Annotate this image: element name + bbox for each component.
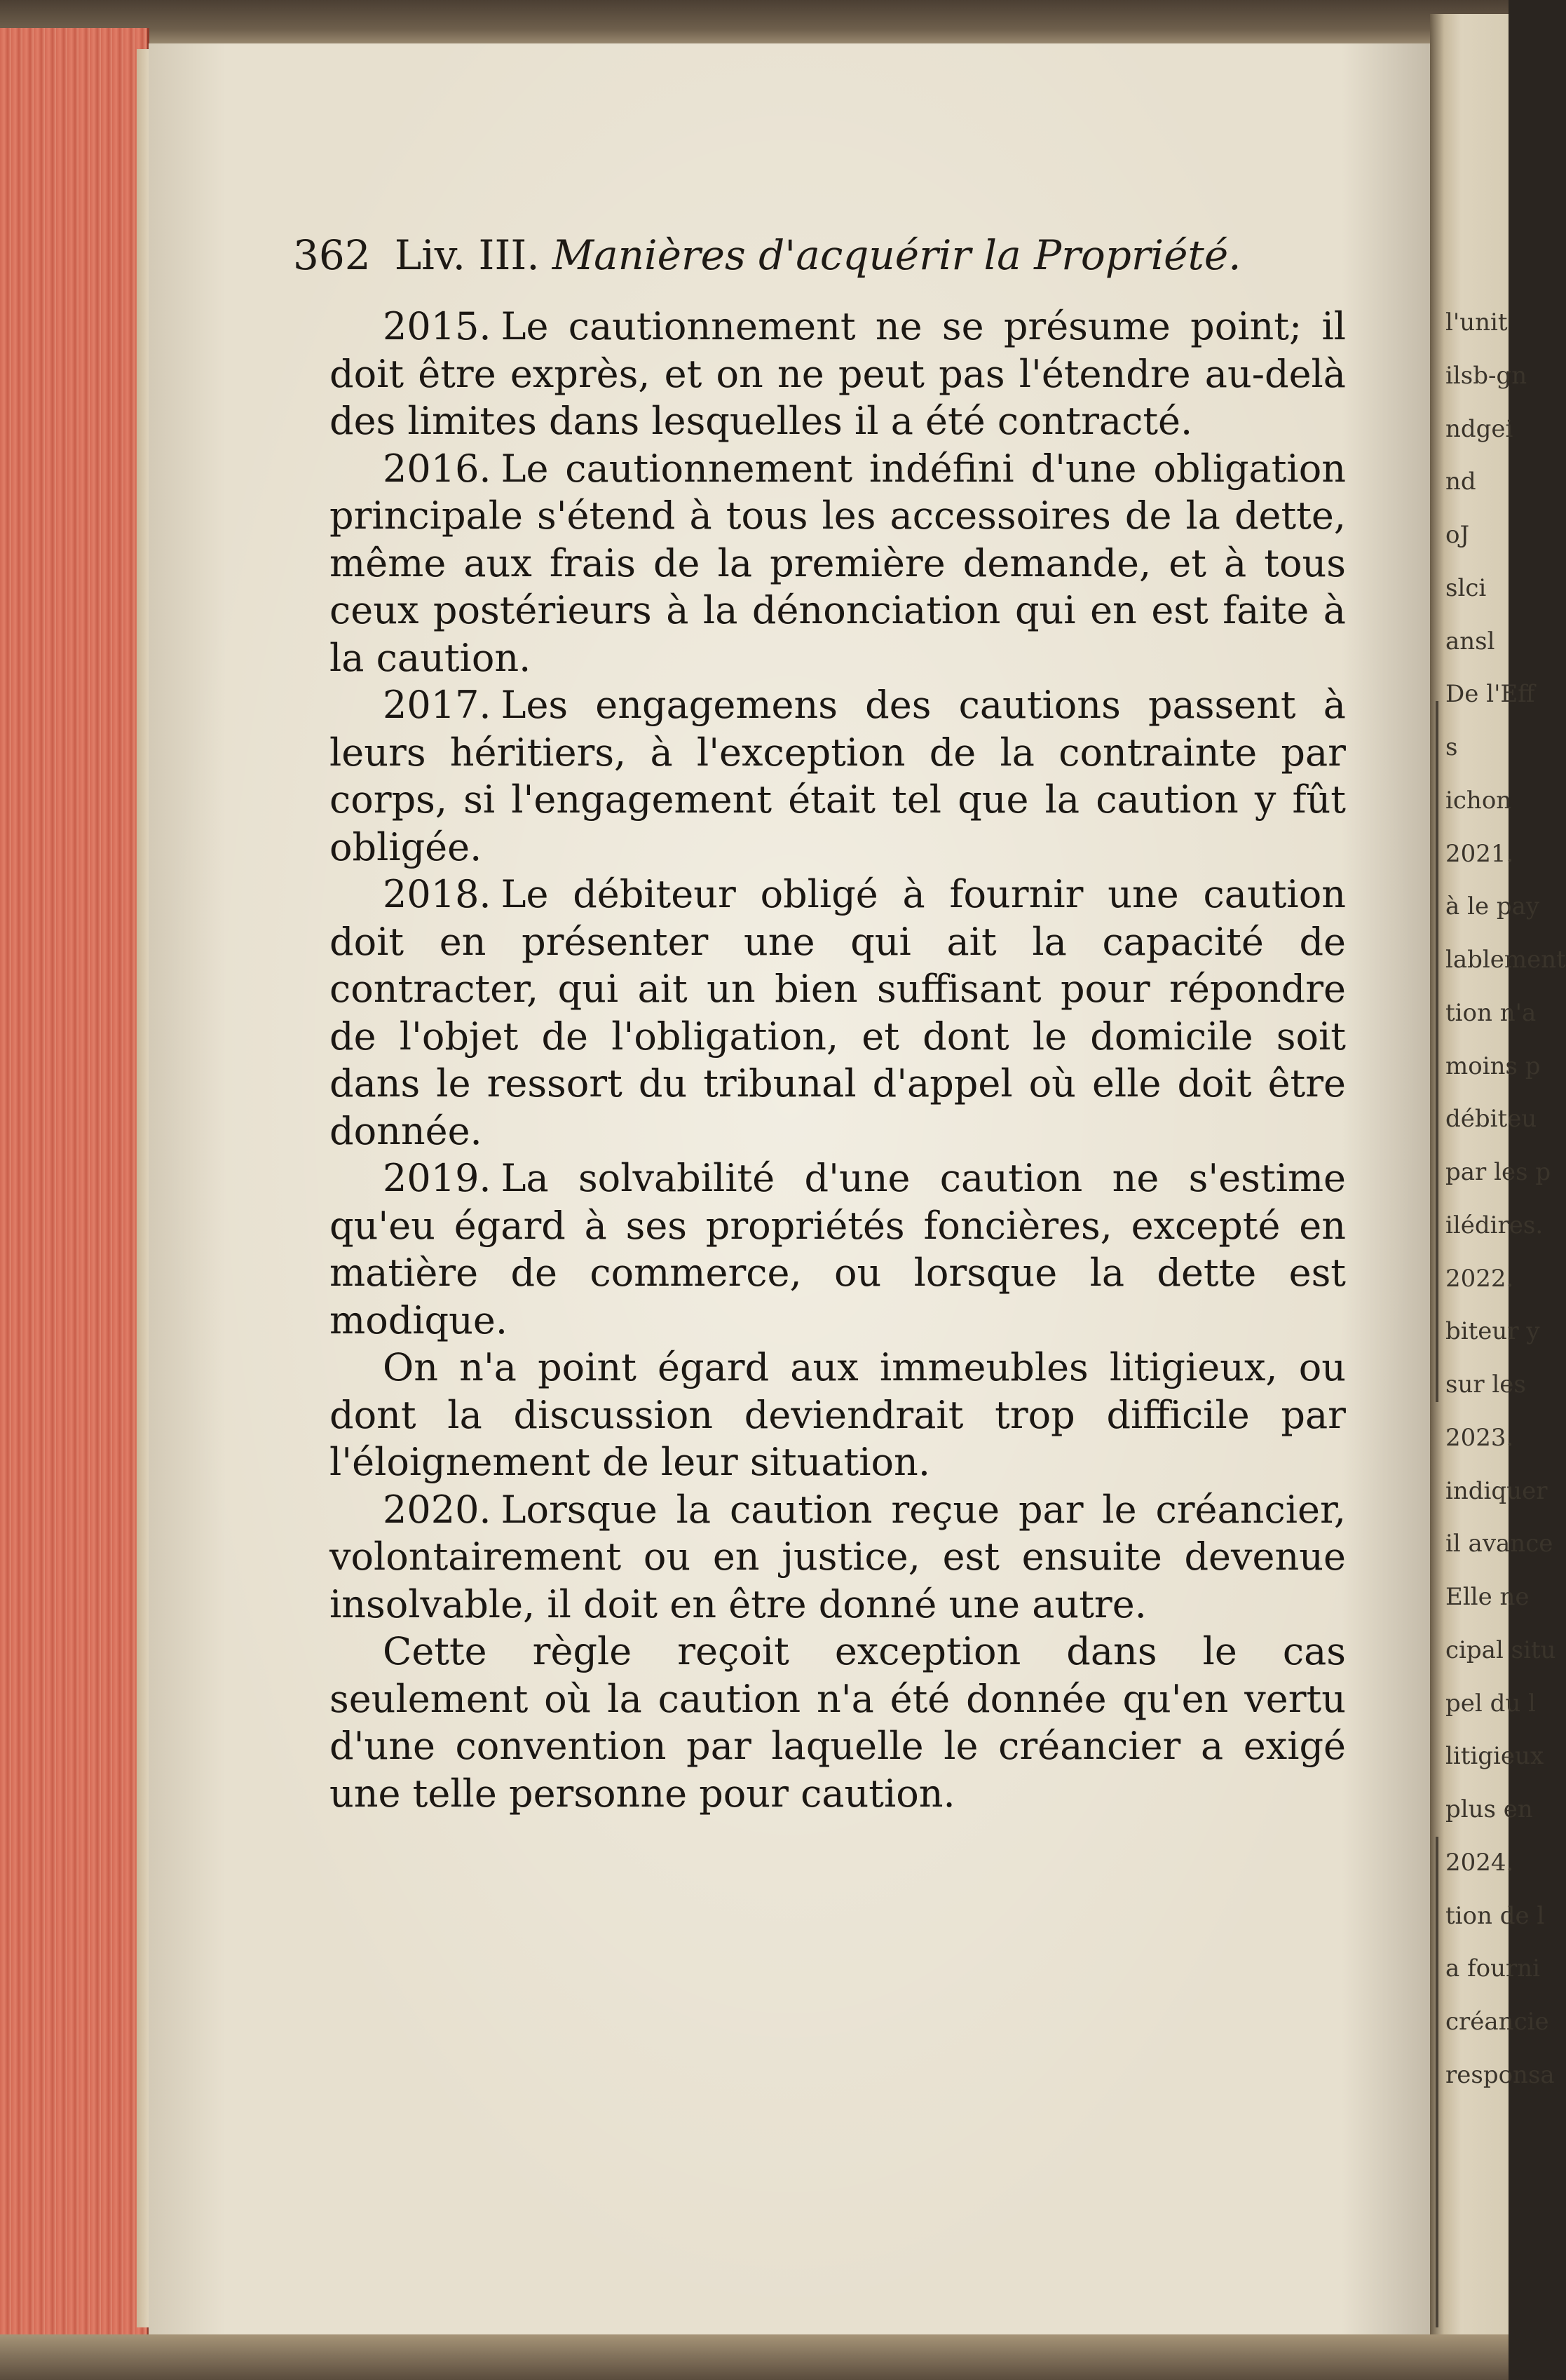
- running-head: [293, 231, 1274, 287]
- article-body: Le cautionnement indéfini d'une obligation principale s'étend à tous les accessoires de la dette, même aux frais de la première demande, et à tous ceux postérieurs à la dénonciation qui en est faite à la caution.: [329, 446, 1346, 680]
- article-2019: [329, 1155, 1346, 1344]
- facing-page-word: plus en: [1445, 1795, 1533, 1823]
- book-label: Liv. III.: [394, 231, 540, 279]
- facing-page-word: ansl: [1445, 627, 1495, 655]
- facing-page-word: ilsb-gn: [1445, 362, 1527, 390]
- facing-page-word: litigieux: [1445, 1742, 1544, 1770]
- facing-page-word: à le pay: [1445, 892, 1540, 920]
- facing-page-word: l'unit: [1445, 308, 1508, 336]
- facing-page-word: cipal situ: [1445, 1636, 1556, 1664]
- facing-page-word: 2022.: [1445, 1265, 1514, 1293]
- facing-page-word: ichon: [1445, 787, 1512, 815]
- facing-page-word: créancie: [1445, 2008, 1549, 2036]
- article-body: Le cautionnement ne se présume point; il doit être exprès, et on ne peut pas l'étendre au-delà des limites dans lesquelles il a été contracté.: [329, 304, 1346, 443]
- article-number: 2015.: [383, 304, 491, 348]
- article-2020: [329, 1486, 1346, 1628]
- article-number: 2020.: [383, 1487, 491, 1532]
- facing-page-word: indiquer: [1445, 1477, 1548, 1505]
- top-binding-band: [0, 0, 1509, 49]
- facing-page-word: Elle ne: [1445, 1583, 1530, 1611]
- article-body: Cette règle reçoit exception dans le cas seulement où la caution n'a été donnée qu'en vertu d'une convention par laquelle le créancier a exigé une telle personne pour caution.: [329, 1629, 1346, 1816]
- facing-page-word: 2021.: [1445, 840, 1514, 868]
- facing-page-edge: [1430, 14, 1566, 2348]
- facing-page-word: s: [1445, 733, 1458, 761]
- article-2017: [329, 681, 1346, 871]
- facing-page-word: tion de l: [1445, 1902, 1545, 1930]
- facing-page-word: biteur y: [1445, 1317, 1540, 1345]
- page-block-edge: [0, 28, 149, 2362]
- facing-page-rule: [1436, 701, 1438, 1402]
- facing-page-word: sur les: [1445, 1371, 1526, 1399]
- article-body: Les engagemens des cautions passent à leurs héritiers, à l'exception de la contrainte par corps, si l'engagement était tel que la caution y fût obligée.: [329, 683, 1346, 869]
- facing-page-word: moins p: [1445, 1052, 1541, 1080]
- article-number: 2016.: [383, 446, 491, 491]
- article-2020-continued: [329, 1628, 1346, 1817]
- facing-page-word: tion n'a: [1445, 999, 1537, 1027]
- facing-page-word: débiteu: [1445, 1105, 1537, 1133]
- facing-page-word: responsa: [1445, 2061, 1555, 2089]
- facing-page-word: 2023.: [1445, 1424, 1514, 1452]
- facing-page-word: slci: [1445, 574, 1487, 602]
- facing-page-word: il avance: [1445, 1530, 1553, 1558]
- article-body: La solvabilité d'une caution ne s'estime qu'eu égard à ses propriétés foncières, excepté en matière de commerce, ou lorsque la dette est modique.: [329, 1156, 1346, 1342]
- page-number: 362: [293, 231, 371, 279]
- facing-page-rule: [1436, 1837, 1438, 2327]
- facing-page-word: nd: [1445, 468, 1476, 496]
- article-2016: [329, 445, 1346, 682]
- facing-page-word: par les p: [1445, 1158, 1551, 1186]
- facing-page-word: pel du l: [1445, 1689, 1536, 1718]
- article-text: [329, 303, 1346, 1817]
- article-body: Lorsque la caution reçue par le créancier, volontairement ou en justice, est ensuite devenue insolvable, il doit en être donné une autre.: [329, 1487, 1346, 1626]
- article-body: On n'a point égard aux immeubles litigieux, ou dont la discussion deviendrait trop difficile par l'éloignement de leur situation.: [329, 1345, 1346, 1484]
- article-number: 2017.: [383, 683, 491, 727]
- article-2019-continued: [329, 1344, 1346, 1486]
- article-number: 2019.: [383, 1156, 491, 1200]
- facing-page-word: a fourni: [1445, 1954, 1541, 1983]
- article-body: Le débiteur obligé à fournir une caution doit en présenter une qui ait la capacité de contracter, qui ait un bien suffisant pour répondre de l'objet de l'obligation, et dont le domicile soit dans le ressort du tribunal d'appel où elle doit être donnée.: [329, 872, 1346, 1153]
- facing-page-word: 2024.: [1445, 1849, 1514, 1877]
- facing-page-word: ndgei: [1445, 415, 1513, 443]
- facing-page-word: oJ: [1445, 521, 1470, 549]
- facing-page-word: De l'Eff: [1445, 680, 1535, 708]
- chapter-title: Manières d'acquérir la Propriété.: [552, 231, 1241, 279]
- bottom-binding-band: [0, 2334, 1509, 2380]
- article-number: 2018.: [383, 872, 491, 916]
- facing-page-word: ilédires.: [1445, 1211, 1544, 1239]
- article-2015: [329, 303, 1346, 445]
- facing-page-word: lablement: [1445, 946, 1566, 974]
- article-2018: [329, 871, 1346, 1155]
